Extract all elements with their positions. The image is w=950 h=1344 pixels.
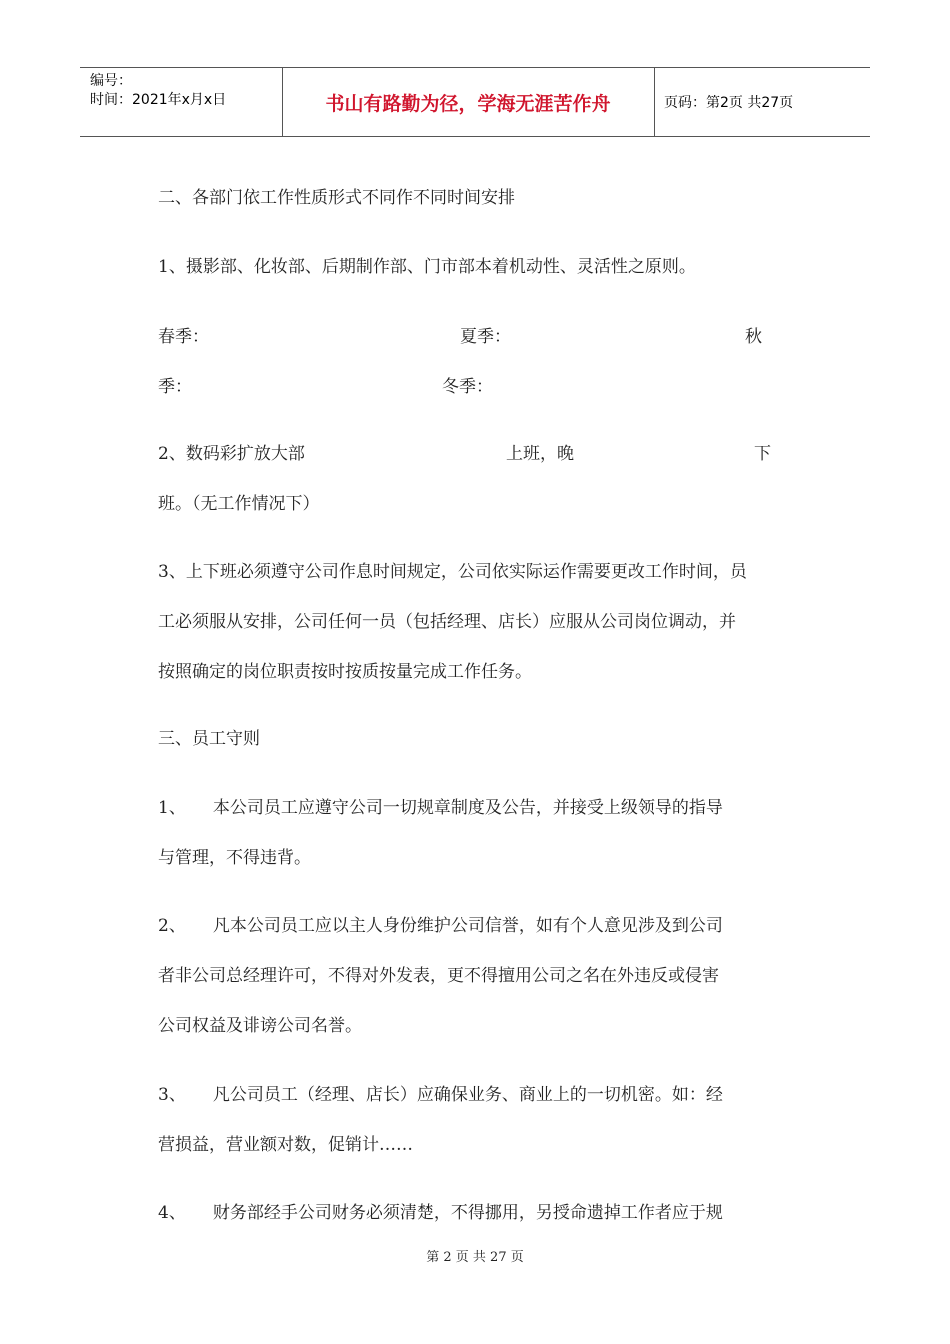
rule-1-line-2: 与管理，不得违背。	[158, 848, 311, 868]
page-footer: 第 2 页 共 27 页	[426, 1250, 524, 1265]
rule-2-line-2: 者非公司总经理许可，不得对外发表，更不得擅用公司之名在外违反或侵害	[158, 966, 719, 986]
item-3-line-3: 按照确定的岗位职责按时按质按量完成工作任务。	[158, 662, 532, 682]
rule-3-line-2: 营损益，营业额对数，促销计……	[158, 1135, 413, 1155]
rule-1-line-1: 1、 本公司员工应遵守公司一切规章制度及公告，并接受上级领导的指导	[158, 798, 723, 818]
item-2-work-start: 上班，晚	[506, 444, 574, 464]
autumn-label-part2: 季：	[158, 377, 192, 397]
rule-4-line-1: 4、 财务部经手公司财务必须清楚，不得挪用，另授命遗掉工作者应于规	[158, 1203, 723, 1223]
header-meta	[90, 72, 226, 110]
rule-3-line-1: 3、 凡公司员工（经理、店长）应确保业务、商业上的一切机密。如：经	[158, 1085, 723, 1105]
winter-label: 冬季：	[442, 377, 493, 397]
item-2-text: 2、数码彩扩放大部	[158, 444, 305, 464]
section-2-title: 二、各部门依工作性质形式不同作不同时间安排	[158, 188, 515, 208]
item-2-work-end: 下	[754, 444, 771, 464]
autumn-label-part1: 秋	[745, 327, 762, 347]
header-motto: 书山有路勤为径，学海无涯苦作舟	[325, 92, 611, 115]
section-2-item-1: 1、摄影部、化妆部、后期制作部、门市部本着机动性、灵活性之原则。	[158, 257, 696, 277]
section-3-title: 三、员工守则	[158, 729, 260, 749]
rule-2-line-1: 2、 凡本公司员工应以主人身份维护公司信誉，如有个人意见涉及到公司	[158, 916, 723, 936]
time-label: 时间：2021年x月x日	[90, 92, 227, 108]
rule-2-line-3: 公司权益及诽谤公司名誉。	[158, 1016, 362, 1036]
header-page-info: 页码：第2页 共27页	[664, 95, 794, 111]
document-header	[80, 67, 870, 137]
item-2-continuation: 班。（无工作情况下）	[158, 494, 320, 514]
item-3-line-1: 3、上下班必须遵守公司作息时间规定，公司依实际运作需要更改工作时间，员	[158, 562, 747, 582]
summer-label: 夏季：	[460, 327, 511, 347]
spring-label: 春季：	[158, 327, 209, 347]
header-divider	[654, 68, 655, 136]
item-3-line-2: 工必须服从安排，公司任何一员（包括经理、店长）应服从公司岗位调动，并	[158, 612, 736, 632]
serial-label: 编号：	[90, 73, 132, 89]
